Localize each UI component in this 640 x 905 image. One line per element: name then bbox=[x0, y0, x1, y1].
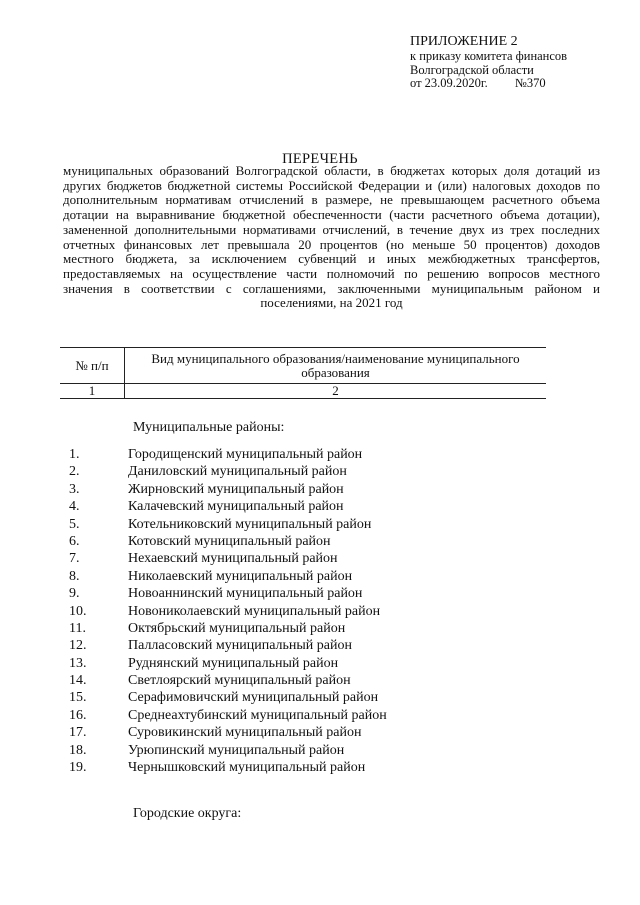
list-item-name: Октябрьский муниципальный район bbox=[128, 620, 346, 636]
list-item-number: 13. bbox=[69, 655, 87, 671]
appendix-block bbox=[410, 34, 630, 91]
list-item bbox=[63, 620, 583, 637]
list-item-name: Котельниковский муниципальный район bbox=[128, 516, 372, 532]
list-item-name: Котовский муниципальный район bbox=[128, 533, 331, 549]
list-item-number: 2. bbox=[69, 464, 80, 480]
list-item bbox=[63, 446, 583, 463]
section-cities-label: Городские округа: bbox=[133, 806, 242, 821]
list-item-name: Даниловский муниципальный район bbox=[128, 464, 347, 480]
table-header-row bbox=[60, 348, 546, 384]
list-item-number: 11. bbox=[69, 620, 86, 636]
list-item-number: 3. bbox=[69, 481, 80, 497]
list-item bbox=[63, 759, 583, 776]
list-item-number: 10. bbox=[69, 603, 87, 619]
list-item-number: 9. bbox=[69, 586, 80, 602]
list-item bbox=[63, 672, 583, 689]
list-item bbox=[63, 533, 583, 550]
list-item-number: 18. bbox=[69, 742, 87, 758]
document-heading: ПЕРЕЧЕНЬ bbox=[282, 151, 358, 167]
list-item-name: Серафимовичский муниципальный район bbox=[128, 690, 379, 706]
list-item-number: 5. bbox=[69, 516, 80, 532]
list-header-table bbox=[60, 347, 546, 399]
list-item-name: Светлоярский муниципальный район bbox=[128, 673, 351, 689]
list-item-number: 17. bbox=[69, 725, 87, 741]
col-name-header: Вид муниципального образования/наименование муниципального образования bbox=[125, 348, 547, 384]
list-item bbox=[63, 550, 583, 567]
appendix-order-line: к приказу комитета финансов bbox=[410, 49, 568, 63]
list-item-number: 1. bbox=[69, 447, 80, 462]
col-number-header: № п/п bbox=[60, 348, 125, 384]
appendix-title: ПРИЛОЖЕНИЕ 2 bbox=[410, 34, 518, 49]
appendix-number: №370 bbox=[514, 76, 546, 90]
table-index-row bbox=[60, 384, 546, 399]
list-item bbox=[63, 481, 583, 498]
list-item bbox=[63, 498, 583, 515]
list-item-number: 4. bbox=[69, 499, 80, 515]
list-item bbox=[63, 585, 583, 602]
list-item-name: Новоаннинский муниципальный район bbox=[128, 586, 363, 602]
list-item-number: 6. bbox=[69, 533, 80, 549]
list-item-name: Чернышковский муниципальный район bbox=[128, 760, 366, 776]
list-item bbox=[63, 637, 583, 654]
list-item-number: 16. bbox=[69, 707, 87, 723]
list-item bbox=[63, 707, 583, 724]
list-item-name: Новониколаевский муниципальный район bbox=[128, 603, 381, 619]
list-item-name: Нехаевский муниципальный район bbox=[128, 551, 338, 567]
list-item-number: 12. bbox=[69, 638, 87, 654]
list-item bbox=[63, 516, 583, 533]
list-item bbox=[63, 463, 583, 480]
list-item bbox=[63, 603, 583, 620]
list-item-name: Среднеахтубинский муниципальный район bbox=[128, 707, 387, 723]
document-intro: муниципальных образований Волгоградской области, в бюджетах которых доля дотаций из других бюджетов бюджетной системы Российской Федерации и (или) налоговых доходов по дополнительным нормативам отчислений в размере, не превышающем расчетного объема дотации на выравнивание бюджетной обеспеченности (части расчетного объема дотации), замененной дополнительными нормативами отчислений, в течение двух из трех последних отчетных финансовых лет превышала 20 процентов (но меньше 50 процентов) доходов местного бюджета, за исключением субвенций и иных межбюджетных трансфертов, предоставляемых на осуществление части полномочий по решению вопросов местного значения в соответствии с соглашениями, заключенными муниципальным районом и поселениями, на 2021 год bbox=[63, 163, 600, 311]
list-item-name: Жирновский муниципальный район bbox=[128, 481, 344, 497]
appendix-region-line: Волгоградской области bbox=[410, 62, 534, 77]
list-item-number: 15. bbox=[69, 690, 87, 706]
districts-list bbox=[63, 446, 583, 776]
list-item bbox=[63, 568, 583, 585]
list-item-name: Николаевский муниципальный район bbox=[128, 568, 353, 584]
appendix-date-line bbox=[410, 77, 630, 91]
list-item bbox=[63, 742, 583, 759]
list-item-name: Калачевский муниципальный район bbox=[128, 499, 344, 515]
list-item-name: Суровикинский муниципальный район bbox=[128, 725, 362, 741]
list-item-number: 7. bbox=[69, 551, 80, 567]
appendix-date: от 23.09.2020г. bbox=[410, 76, 488, 90]
col-number-index: 1 bbox=[60, 384, 125, 399]
list-item bbox=[63, 689, 583, 706]
list-item-name: Палласовский муниципальный район bbox=[128, 638, 352, 654]
list-item-name: Руднянский муниципальный район bbox=[128, 655, 339, 671]
list-item-name: Урюпинский муниципальный район bbox=[128, 742, 345, 758]
list-item bbox=[63, 655, 583, 672]
section-districts-label: Муниципальные районы: bbox=[133, 420, 285, 435]
col-name-index: 2 bbox=[125, 384, 547, 399]
list-item-number: 14. bbox=[69, 673, 87, 689]
list-item-number: 8. bbox=[69, 568, 80, 584]
list-item-name: Городищенский муниципальный район bbox=[128, 447, 363, 462]
list-item bbox=[63, 724, 583, 741]
list-item-number: 19. bbox=[69, 760, 87, 776]
